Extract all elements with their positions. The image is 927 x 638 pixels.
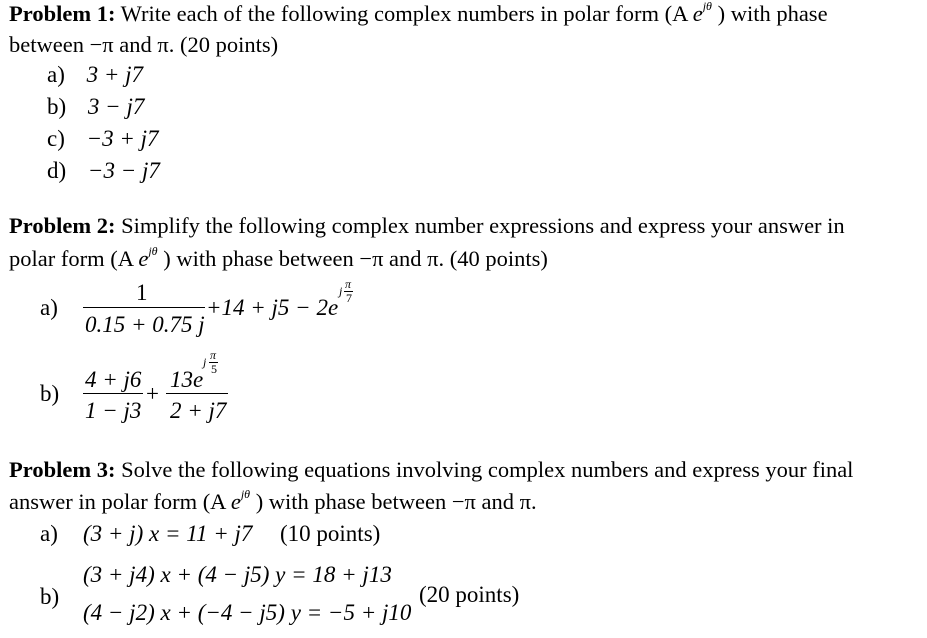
problem2-line1 — [9, 215, 845, 238]
item-label: a) — [47, 62, 65, 87]
item-expr: −3 − j7 — [87, 158, 160, 183]
problem3-b-eq2: (4 − j2) x + (−4 − j5) y = −5 + j10 — [83, 600, 412, 625]
problem2-exp: jθ — [148, 244, 158, 258]
problem1-label: Problem 1: — [9, 1, 116, 26]
problem3-a-expr: (3 + j) x = 11 + j7 — [83, 521, 253, 546]
problem1-item-d — [47, 159, 160, 182]
problem1-line1 — [9, 0, 828, 26]
problem2-line2-before: polar form (A — [9, 246, 139, 271]
item-label: b) — [47, 94, 67, 119]
problem2-a-denominator: 0.15 + 0.75 j — [85, 312, 205, 337]
problem3-b-eq1: (3 + j4) x + (4 − j5) y = 18 + j13 — [83, 562, 392, 587]
item-label: d) — [47, 158, 67, 183]
problem2-a-exp-j: j — [339, 284, 343, 298]
problem1-item-b — [47, 95, 144, 118]
problem2-b-frac2-num: 13e — [170, 367, 204, 392]
problem3-exp: jθ — [240, 487, 251, 501]
problem3-label: Problem 3: — [9, 457, 116, 482]
problem3-line2 — [9, 487, 537, 514]
problem1-text-after: ) with phase — [711, 1, 828, 26]
problem2-line2 — [9, 244, 548, 271]
problem2-e: e — [138, 246, 149, 271]
item-expr: 3 − j7 — [87, 94, 145, 119]
problem1-e: e — [692, 1, 703, 26]
item-expr: −3 + j7 — [86, 126, 159, 151]
problem2-b-label: b) — [40, 381, 60, 406]
problem2-text: Simplify the following complex number expressions and express your answer in — [115, 213, 845, 238]
problem2-a-label: a) — [40, 295, 58, 320]
problem3-text: Solve the following equations involving complex numbers and express your final — [115, 457, 854, 482]
problem3-b-points: (20 points) — [419, 582, 520, 607]
item-expr: 3 + j7 — [86, 62, 144, 87]
problem2-b-frac1-bar — [83, 393, 143, 394]
problem2-b-frac2-exp-j: j — [203, 355, 207, 369]
problem1-exp: jθ — [702, 0, 712, 13]
problem3-a-label: a) — [40, 521, 58, 546]
problem1-item-c — [47, 127, 159, 150]
problem2-b-frac2-exp-den: 5 — [211, 362, 217, 376]
problem2-a-numerator: 1 — [136, 280, 148, 305]
problem3-e: e — [230, 489, 241, 514]
problem2-b-frac1-num: 4 + j6 — [85, 367, 142, 392]
item-label: c) — [47, 126, 65, 151]
problem2-a-fraction-bar — [83, 307, 205, 308]
problem3-a-points: (10 points) — [280, 521, 381, 546]
problem3-line2-before: answer in polar form (A — [9, 489, 231, 514]
problem2-line2-after: ) with phase between −π and π. (40 points) — [157, 246, 548, 271]
problem1-item-a — [47, 63, 143, 86]
problem2-b-frac2-bar — [166, 393, 228, 394]
problem3-line2-after: ) with phase between −π and π. — [250, 489, 537, 514]
problem2-a-rest: +14 + j5 − 2e — [206, 295, 339, 320]
problem3-b-label: b) — [40, 584, 60, 609]
problem2-a-exp-num: π — [345, 277, 352, 291]
problem2-label: Problem 2: — [9, 213, 116, 238]
problem1-line2: between −π and π. (20 points) — [9, 32, 279, 57]
problem1-text-before: Write each of the following complex numbers in polar form (A — [115, 1, 693, 26]
problem3-line1 — [9, 459, 853, 482]
problem2-b-frac2-exp-num: π — [210, 348, 217, 362]
problem2-b-frac1-den: 1 − j3 — [85, 398, 142, 423]
problem2-b-frac2-den: 2 + j7 — [170, 398, 227, 423]
problem2-a-exp-den: 7 — [346, 291, 352, 305]
problem2-b-plus: + — [146, 381, 159, 406]
